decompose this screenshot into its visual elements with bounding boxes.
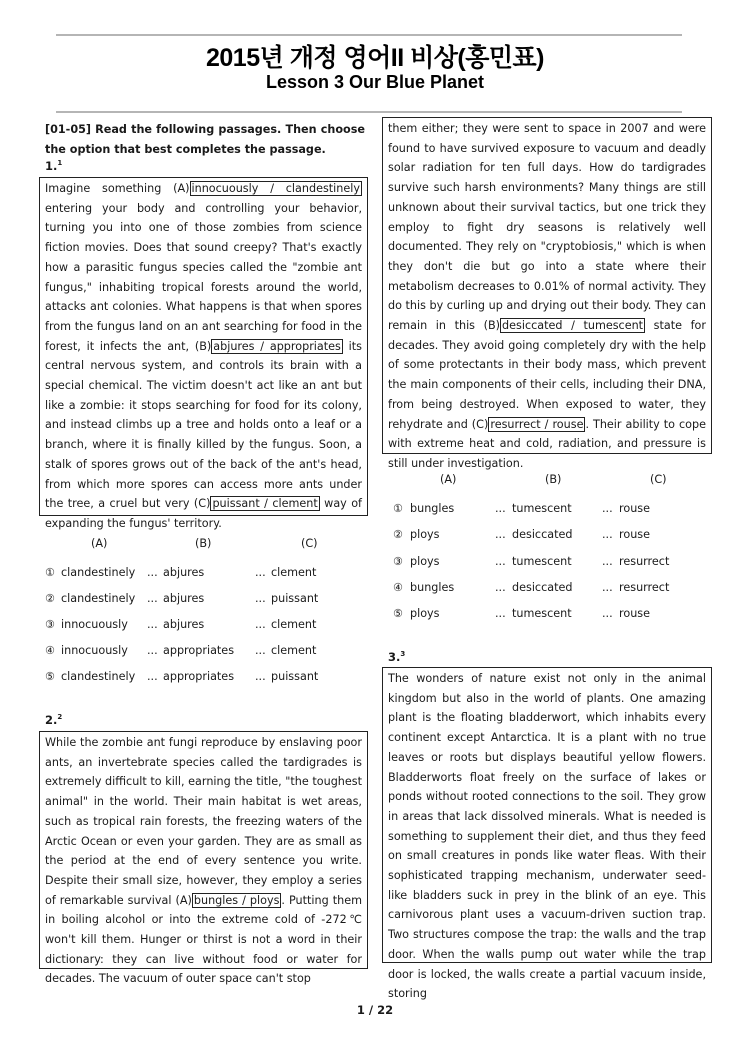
choice-box-a: innocuously / clandestinely [191, 182, 360, 195]
option-marker: ⑤ [45, 670, 55, 683]
option-row-2[interactable]: ② ploys ... desiccated ... rouse [393, 528, 651, 541]
choice-box-c: resurrect / rouse [490, 417, 584, 431]
document-title: 2015년 개정 영어II 비상(홍민표) [206, 44, 544, 72]
option-marker: ⑤ [393, 607, 403, 620]
question-3-number: 3.$^3$ [388, 650, 406, 664]
option-row-1[interactable]: ① clandestinely ... abjures ... clement [45, 566, 317, 579]
header-bottom-rule [56, 111, 682, 113]
option-row-2[interactable]: ② clandestinely ... abjures ... puissant [45, 592, 319, 605]
question-2-options [393, 473, 713, 633]
option-row-4[interactable]: ④ bungles ... desiccated ... resurrect [393, 581, 670, 594]
header-top-rule [56, 34, 682, 36]
column-header-c: (C) [301, 537, 318, 550]
option-marker: ① [393, 502, 403, 515]
question-1-passage: Imagine something (A) innocuously / clandestinely entering your body and controlling your behavior, turning you into one of those zombies from science fiction movies. Does that sound creepy? That's exactly how a parasitic fungus species called the "zombie ant fungus," inhabiting tropical forests around the world, attacks ant colonies. What happens is that when spores from the fungus land on an ant searching for food in the forest, it infects the ant, (B) abjures / appropriates its central nervous system, and controls its brain with a special chemical. The victim doesn't act like an ant but like a zombie: it stops searching for food for its colony, and instead climbs up a tree and holds onto a leaf or a branch, where it is finally killed by the fungus. Soon, a stalk of spores grows out of the back of the ant's head, from which more spores can access more ants under the tree, a cruel but very (C) puissant / clement way of expanding the fungus' territory. [39, 177, 368, 516]
question-3-passage: The wonders of nature exist not only in the animal kingdom but also in the world of plants. One amazing plant is the floating bladderwort, which inhabits every continent except Antarctica. It is a plant with no true leaves or roots but displays beautiful yellow flowers. Bladderworts float freely on the surface of lakes or ponds without rooted connections to the soil. They grow in areas that lack dissolved minerals. What is needed is something to supplement their diet, and thus they feed on small creatures in ponds like water fleas. With their sophisticated trapping mechanism, underwater seed-like bladders suck in prey in the blink of an eye. This carnivorous plant uses a vacuum-driven suction trap. Two structures compose the trap: the walls and the trap door. When the walls pump out water while the trap door is locked, the walls create a partial vacuum inside, storing [382, 667, 712, 963]
column-header-a: (A) [91, 537, 108, 550]
option-row-3[interactable]: ③ ploys ... tumescent ... resurrect [393, 555, 670, 568]
option-row-3[interactable]: ③ innocuously ... abjures ... clement [45, 618, 317, 631]
column-header-b: (B) [195, 537, 212, 550]
choice-box-a: bungles / ploys [193, 893, 280, 907]
option-marker: ② [45, 592, 55, 605]
option-row-4[interactable]: ④ innocuously ... appropriates ... clement [45, 644, 317, 657]
option-marker: ③ [45, 618, 55, 631]
question-2-number: 2.$^2$ [45, 713, 63, 727]
footnote-marker: 3 [400, 650, 406, 658]
footnote-marker: 2 [57, 713, 63, 721]
option-marker: ④ [393, 581, 403, 594]
option-marker: ② [393, 528, 403, 541]
question-2-passage-part2: them either; they were sent to space in 2007 and were found to have survived exposure to vacuum and deadly solar radiation for ten full days. How do tardigrades survive such harsh environments? Many things are still unknown about their survival tactics, but one trick they employ to fight dry seasons is relatively well documented. They rely on "cryptobiosis," which is when they don't die but go into a state where their metabolism decreases to 0.01% of normal activity. They do this by curling up and drying out their body. They can remain in this (B) desiccated / tumescent state for decades. They avoid going completely dry with the help of some protectants in their body mass, which prevent the main components of their cells, including their DNA, from being destroyed. When exposed to water, they rehydrate and (C) resurrect / rouse . Their ability to cope with extreme heat and cold, radiation, and pressure is still under investigation. [382, 117, 712, 454]
page-number: 1 / 22 [356, 1003, 394, 1017]
option-row-5[interactable]: ⑤ clandestinely ... appropriates ... puissant [45, 670, 319, 683]
choice-box-b: abjures / appropriates [213, 339, 341, 353]
question-2-passage-part1: While the zombie ant fungi reproduce by enslaving poor ants, an invertebrate species called the tardigrades is extremely difficult to kill, earning the title, "the toughest animal" in the world. Their main habitat is wet areas, such as tropical rain forests, the freezing waters of the Arctic Ocean or even your garden. They are as small as the period at the end of every sentence you write. Despite their small size, however, they employ a series of remarkable survival (A) bungles / ploys . Putting them in boiling alcohol or into the extreme cold of -272℃ won't kill them. Hunger or thirst is not a word in their dictionary: they can live without food or water for decades. The vacuum of outer space can't stop [39, 731, 368, 969]
option-marker: ④ [45, 644, 55, 657]
instructions: [01-05] Read the following passages. Then choose the option that best completes the passage. [45, 123, 365, 156]
choice-box-b: desiccated / tumescent [502, 319, 644, 333]
lesson-subtitle: Lesson 3 Our Blue Planet [265, 72, 485, 92]
column-header-c: (C) [650, 473, 667, 486]
choice-box-c: puissant / clement [212, 497, 318, 511]
column-header-b: (B) [545, 473, 562, 486]
option-row-5[interactable]: ⑤ ploys ... tumescent ... rouse [393, 607, 651, 620]
question-1-number: 1.$^1$ [45, 159, 63, 173]
option-row-1[interactable]: ① bungles ... tumescent ... rouse [393, 502, 651, 515]
footnote-marker: 1 [57, 159, 63, 167]
question-1-options [45, 537, 365, 697]
option-marker: ① [45, 566, 55, 579]
option-marker: ③ [393, 555, 403, 568]
column-header-a: (A) [440, 473, 457, 486]
